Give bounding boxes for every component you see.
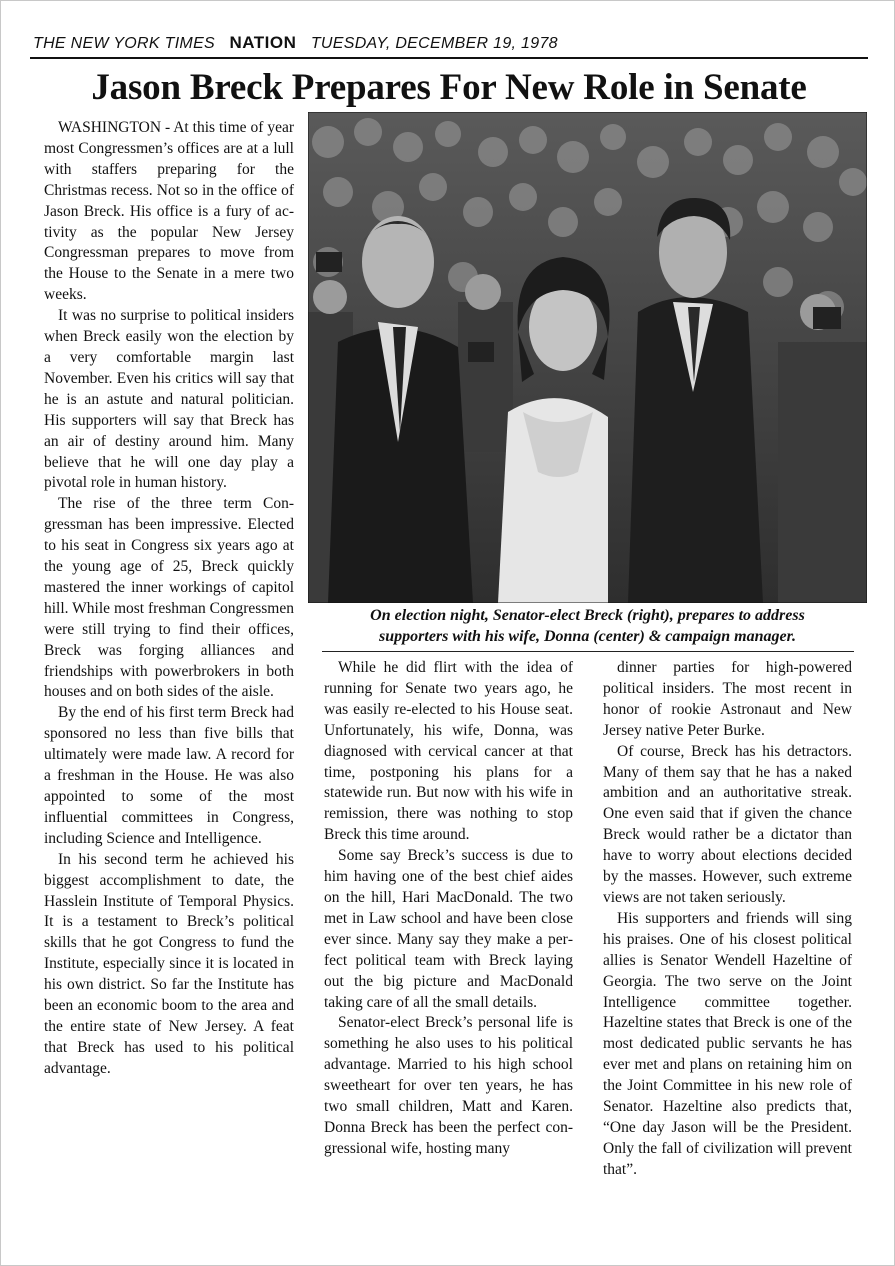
masthead [33, 33, 867, 55]
paragraph: Senator-elect Breck’s personal life is something he also uses to his political advantage. Married to his high school sweetheart for over ten years, he has two small children, Matt and Karen. Donna Breck has been the perfect congressional wife, hosting many [324, 1014, 573, 1157]
newspaper-name: THE NEW YORK TIMES [33, 35, 216, 52]
photo-caption [308, 606, 867, 647]
caption-line: On election night, Senator-elect Breck (right), prepares to address [370, 607, 805, 624]
press-photo [308, 112, 867, 603]
article-column-1 [44, 118, 294, 1080]
issue-date: TUESDAY, DECEMBER 19, 1978 [310, 35, 558, 52]
caption-rule [322, 651, 854, 652]
paragraph: Of course, Breck has his detractors. Many of them say that he has a naked ambition and an authoritative streak. One even said that if given the chance Breck would rather be a dictator than have to worry about elections decided by the masses. However, such extreme views are not taken seriously. [603, 742, 852, 906]
paragraph: It was no surprise to political insiders when Breck easily won the election by a very comfortable margin last November. Even his critics will say that he is an astute and natural politician. His supporters will say that Breck has an air of destiny around him. Many believe that he will one day play a pivotal role in human history. [44, 307, 294, 492]
paragraph: dinner parties for high-powered political insiders. The most recent in honor of rookie Astronaut and New Jersey native Peter Burke. [603, 659, 852, 739]
press-photo-crowd-icon [308, 112, 867, 603]
article-column-3 [603, 658, 852, 1181]
article-column-2 [324, 658, 573, 1160]
masthead-rule [30, 57, 868, 59]
paragraph: His supporters and friends will sing his praises. One of his closest political allies is Senator Wendell Hazeltine of Georgia. The two serve on the Joint Intelligence committee together. Hazeltine states that Breck is one of the most dedicated public servants he has ever met and plans on retaining him on the Joint Committee in his new role of Senator. Hazeltine also predicts that, “One day Jason will be the President. Only the fall of civilization will prevent that”. [603, 909, 852, 1178]
paragraph: The rise of the three term Congressman has been impressive. Elected to his seat in Congress six years ago at the young age of 25, Breck quickly mastered the inner workings of capitol hill. While most freshman Congressmen were still trying to find their offices, Breck was forging alliances and friendships with powerbrokers in both houses and on both sides of the aisle. [44, 495, 294, 701]
caption-line: supporters with his wife, Donna (center) & campaign manager. [379, 627, 796, 645]
headline: Jason Breck Prepares For New Role in Senate [91, 67, 807, 108]
paragraph: Some say Breck’s success is due to him having one of the best chief aides on the hill, Hari MacDonald. The two met in Law school and have been close ever since. Many say they make a perfect political team with Breck laying out the big picture and MacDonald taking care of all the small details. [324, 847, 573, 1011]
paragraph: WASHINGTON - At this time of year most Congressmen’s offices are at a lull with staffers preparing for the Christmas recess. Not so in the office of Jason Breck. His office is a fury of activity as the popular New Jersey Congressman prepares to move from the House to the Senate in a mere two weeks. [44, 119, 294, 304]
paragraph: While he did flirt with the idea of running for Senate two years ago, he was easily re-elected to his House seat. Unfortunately, his wife, Donna, was diagnosed with cervical cancer at that time, postponing his plans for a statewide run. But now with his wife in remission, there was nothing to stop Breck this time around. [324, 659, 573, 844]
paragraph: By the end of his first term Breck had sponsored no less than five bills that ultimately were made law. A record for a freshman in the House. He was also appointed to some of the most influential committees in Congress, including Science and Intelligence. [44, 704, 294, 847]
paragraph: In his second term he achieved his biggest accomplishment to date, the Hasslein Institute of Temporal Physics. It is a testament to Breck’s political skills that he got Congress to fund the Institute, especially since it is located in his own district. So far the Institute has been an economic boom to the area and the entire state of New Jersey. A feat that Breck has used to his political advantage. [44, 850, 294, 1077]
section-name: NATION [229, 33, 297, 52]
